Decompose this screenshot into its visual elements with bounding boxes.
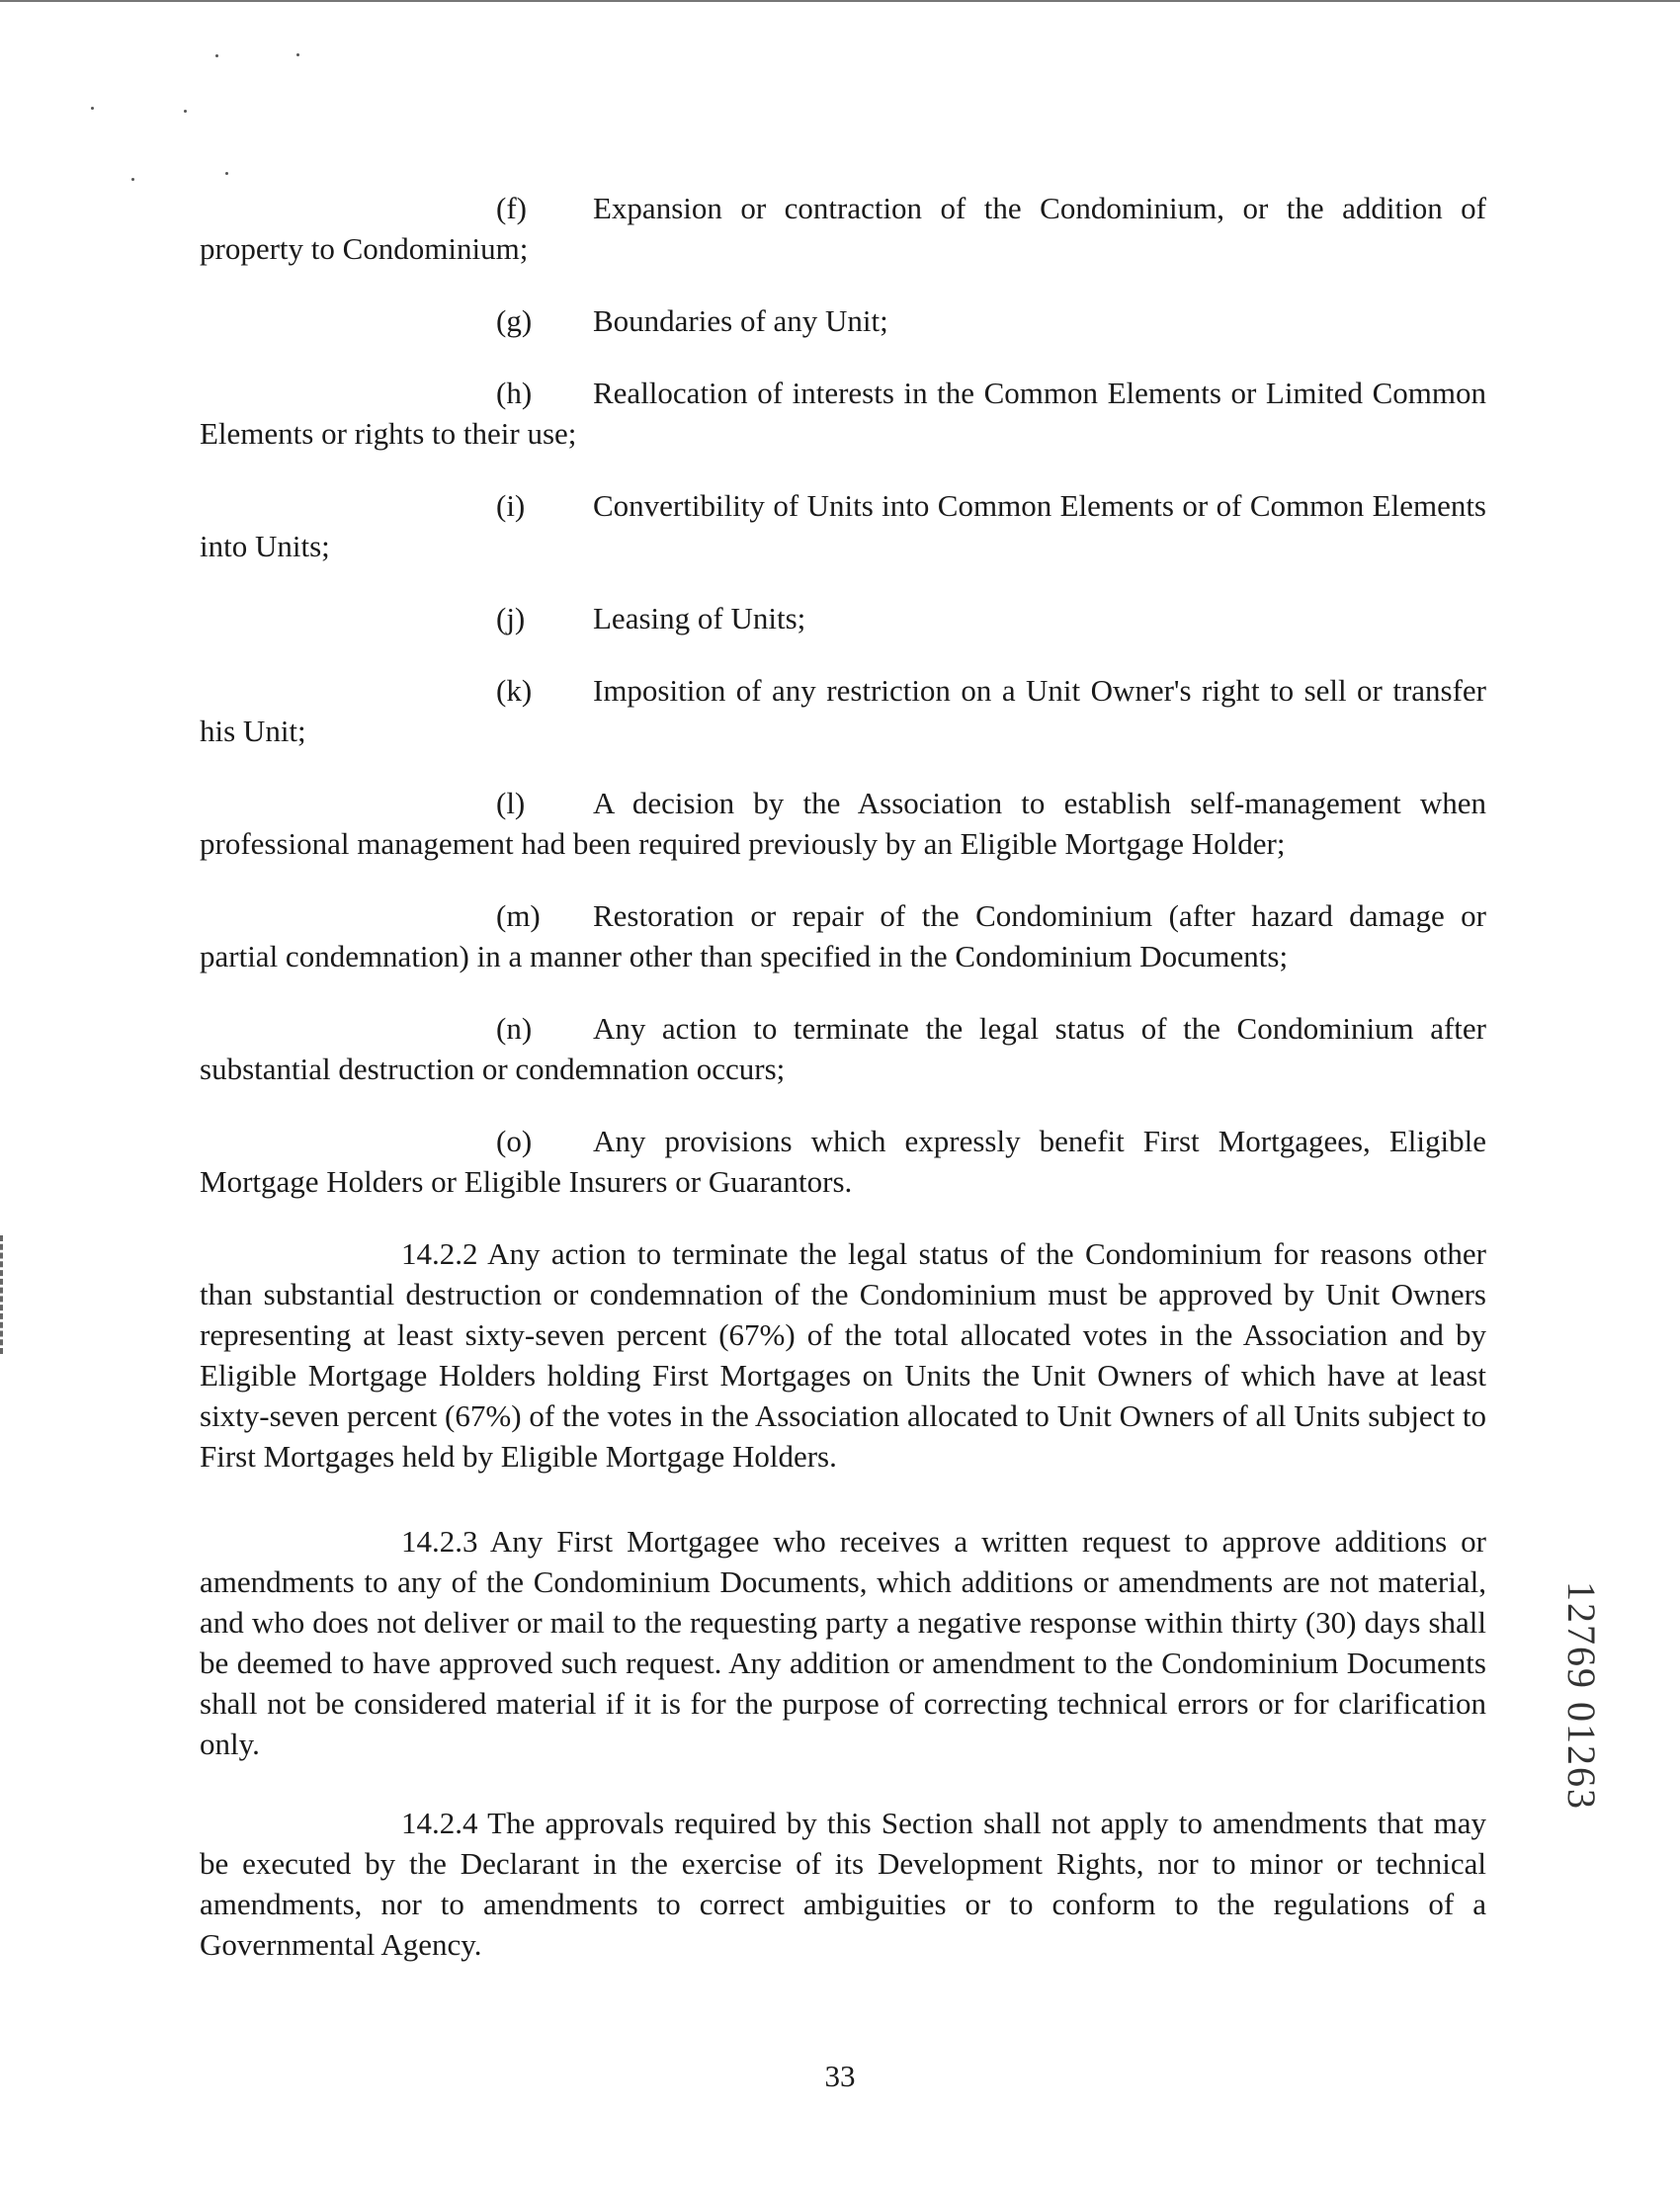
section-number: 14.2.4	[401, 1806, 478, 1840]
item-text: Reallocation of interests in the Common Elements or Limited Common Elements or rights to their use;	[200, 376, 1486, 451]
list-item-g	[200, 300, 1486, 341]
section-text: Any First Mortgagee who receives a written request to approve additions or amendments to any of the Condominium Documents, which additions or amendments are not material, and who does not deliver or mail to the requesting party a negative response within thirty (30) days shall be deemed to have approved such request. Any addition or amendment to the Condominium Documents shall not be considered material if it is for the purpose of correcting technical errors or for clarification only.	[200, 1524, 1486, 1761]
scan-speck	[184, 110, 187, 113]
item-text: Any action to terminate the legal status of the Condominium after substantial destruction or condemnation occurs;	[200, 1011, 1486, 1086]
item-label: (n)	[496, 1011, 533, 1046]
page-number: 33	[824, 2059, 856, 2093]
section-number: 14.2.2	[401, 1236, 478, 1271]
section-14-2-2	[200, 1233, 1486, 1477]
list-item-k	[200, 670, 1486, 751]
item-label: (j)	[496, 601, 526, 635]
item-label: (f)	[496, 191, 527, 225]
item-text: Leasing of Units;	[593, 601, 806, 635]
scan-speck	[296, 53, 299, 56]
item-text: Convertibility of Units into Common Elements or of Common Elements into Units;	[200, 488, 1486, 563]
list-item-i	[200, 485, 1486, 566]
item-label: (l)	[496, 786, 526, 820]
scan-binding-marks	[0, 1235, 6, 1354]
item-label: (k)	[496, 673, 533, 708]
scan-speck	[131, 178, 134, 181]
section-14-2-3	[200, 1521, 1486, 1764]
list-item-l	[200, 783, 1486, 864]
list-item-o	[200, 1121, 1486, 1202]
item-text: Expansion or contraction of the Condominium, or the addition of property to Condominium;	[200, 191, 1486, 266]
scan-speck	[225, 172, 228, 175]
item-text: Boundaries of any Unit;	[593, 303, 888, 338]
section-14-2-4	[200, 1803, 1486, 1965]
list-item-h	[200, 373, 1486, 454]
item-text: A decision by the Association to establish self-management when professional management had been required previously by an Eligible Mortgage Holder;	[200, 786, 1486, 861]
item-label: (i)	[496, 488, 526, 523]
scan-top-edge	[0, 0, 1680, 2]
item-text: Imposition of any restriction on a Unit Owner's right to sell or transfer his Unit;	[200, 673, 1486, 748]
list-item-m	[200, 895, 1486, 976]
list-item-n	[200, 1008, 1486, 1089]
section-text: Any action to terminate the legal status of the Condominium for reasons other than substantial destruction or condemnation of the Condominium must be approved by Unit Owners representing at least sixty-seven percent (67%) of the total allocated votes in the Association and by Eligible Mortgage Holders holding First Mortgages on Units the Unit Owners of which have at least sixty-seven percent (67%) of the votes in the Association allocated to Unit Owners of all Units subject to First Mortgages held by Eligible Mortgage Holders.	[200, 1236, 1486, 1474]
list-item-j	[200, 598, 1486, 638]
recording-stamp: 12769 01263	[1559, 1581, 1604, 1811]
scan-speck	[91, 107, 94, 110]
item-label: (o)	[496, 1124, 533, 1158]
item-label: (g)	[496, 303, 533, 338]
item-text: Any provisions which expressly benefit First Mortgagees, Eligible Mortgage Holders or Eligible Insurers or Guarantors.	[200, 1124, 1486, 1199]
section-number: 14.2.3	[401, 1524, 478, 1559]
item-label: (h)	[496, 376, 533, 410]
section-text: The approvals required by this Section shall not apply to amendments that may be executed by the Declarant in the exercise of its Development Rights, nor to minor or technical amendments, nor to amendments to correct ambiguities or to conform to the regulations of a Governmental Agency.	[200, 1806, 1486, 1962]
item-text: Restoration or repair of the Condominium (after hazard damage or partial condemnation) in a manner other than specified in the Condominium Documents;	[200, 898, 1486, 973]
item-label: (m)	[496, 898, 541, 933]
document-body	[200, 188, 1486, 1965]
scan-speck	[215, 54, 218, 57]
list-item-f	[200, 188, 1486, 269]
